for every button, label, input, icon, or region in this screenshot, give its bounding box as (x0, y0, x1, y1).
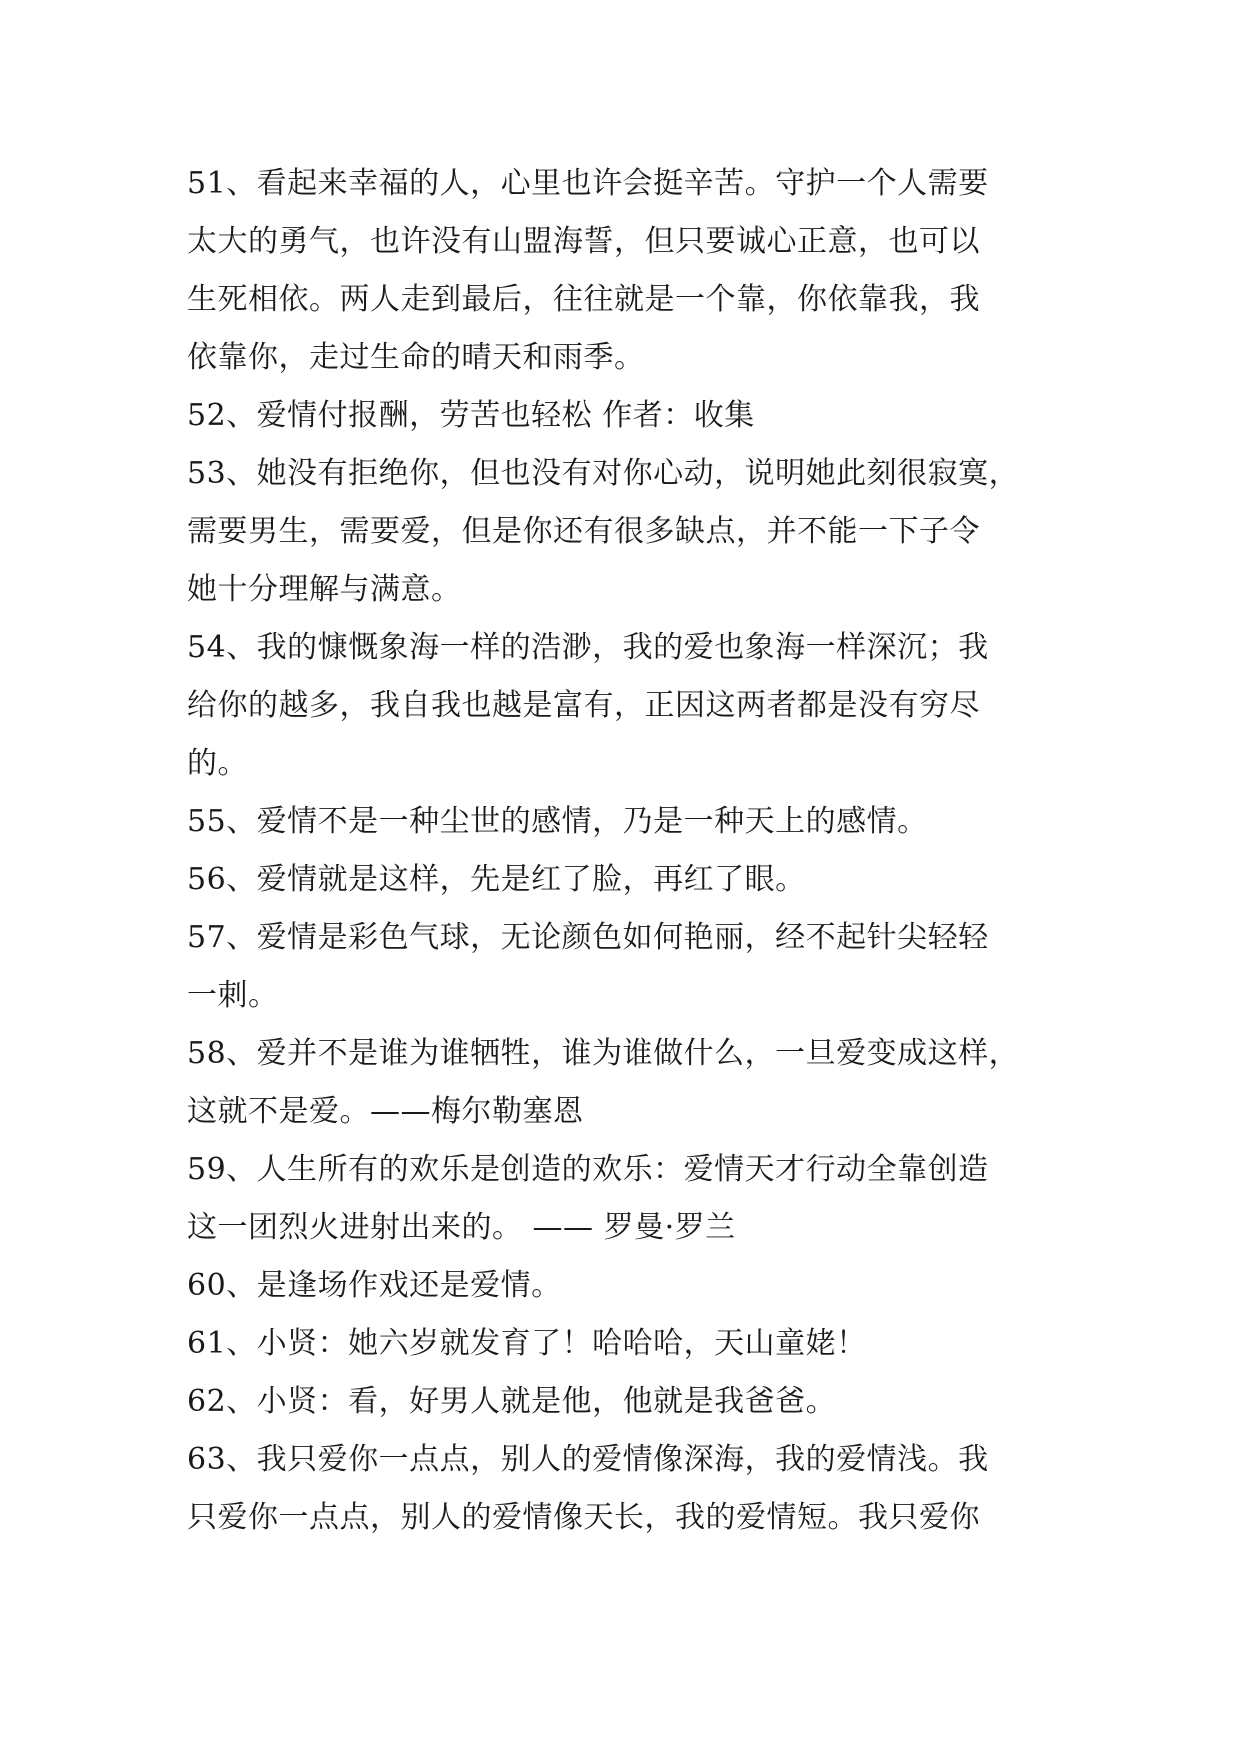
text-line: 55、爱情不是一种尘世的感情，乃是一种天上的感情。 (187, 804, 928, 839)
text-line: 生死相依。两人走到最后，往往就是一个靠，你依靠我，我 (187, 282, 980, 317)
text-line: 59、人生所有的欢乐是创造的欢乐：爱情天才行动全靠创造 (187, 1152, 989, 1187)
text-line: 依靠你，走过生命的晴天和雨季。 (187, 340, 645, 375)
text-line: 这一团烈火进射出来的。 —— 罗曼·罗兰 (187, 1210, 736, 1245)
text-line: 62、小贤：看，好男人就是他，他就是我爸爸。 (187, 1384, 837, 1419)
text-line: 的。 (187, 746, 248, 781)
text-line: 61、小贤：她六岁就发育了！哈哈哈，天山童姥！ (187, 1326, 867, 1361)
text-line: 53、她没有拒绝你，但也没有对你心动，说明她此刻很寂寞， (187, 456, 1020, 491)
text-line: 她十分理解与满意。 (187, 572, 462, 607)
text-line: 57、爱情是彩色气球，无论颜色如何艳丽，经不起针尖轻轻 (187, 920, 989, 955)
text-line: 一刺。 (187, 978, 279, 1013)
text-line: 太大的勇气，也许没有山盟海誓，但只要诚心正意，也可以 (187, 224, 980, 259)
text-line: 56、爱情就是这样，先是红了脸，再红了眼。 (187, 862, 806, 897)
text-line: 54、我的慷慨象海一样的浩渺，我的爱也象海一样深沉；我 (187, 630, 989, 665)
text-line: 只爱你一点点，别人的爱情像天长，我的爱情短。我只爱你 (187, 1500, 980, 1535)
text-line: 63、我只爱你一点点，别人的爱情像深海，我的爱情浅。我 (187, 1442, 989, 1477)
document-body (187, 155, 1053, 1547)
text-line: 给你的越多，我自我也越是富有，正因这两者都是没有穷尽 (187, 688, 980, 723)
text-line: 60、是逢场作戏还是爱情。 (187, 1268, 562, 1303)
text-line: 这就不是爱。——梅尔勒塞恩 (187, 1094, 584, 1129)
text-line: 52、爱情付报酬，劳苦也轻松 作者：收集 (187, 398, 755, 433)
text-line: 51、看起来幸福的人，心里也许会挺辛苦。守护一个人需要 (187, 166, 989, 201)
text-line: 58、爱并不是谁为谁牺牲，谁为谁做什么，一旦爱变成这样， (187, 1036, 1020, 1071)
text-line: 需要男生，需要爱，但是你还有很多缺点，并不能一下子令 (187, 514, 980, 549)
